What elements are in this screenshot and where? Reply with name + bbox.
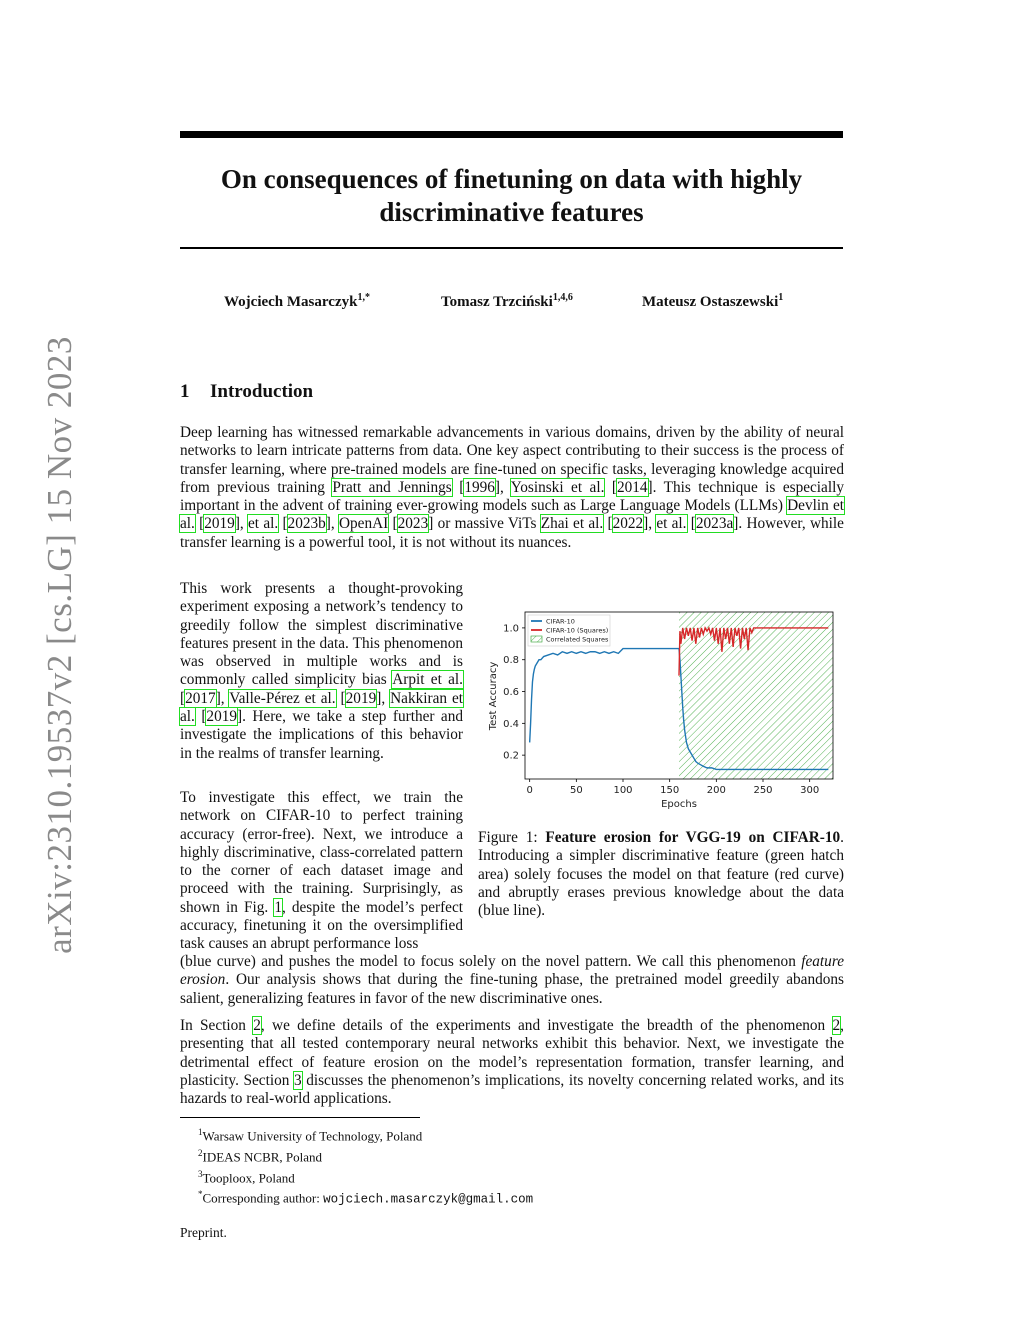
arxiv-watermark: arXiv:2310.19537v2 [cs.LG] 15 Nov 2023 <box>40 336 79 954</box>
author-1 <box>224 292 370 311</box>
y-tick-label: 0.6 <box>503 687 519 699</box>
legend-label-squares: CIFAR-10 (Squares) <box>546 626 609 635</box>
figure-ref-link[interactable]: 1 <box>274 898 282 916</box>
citation-link[interactable]: 2023 <box>397 515 429 533</box>
y-tick-label: 0.2 <box>503 750 519 762</box>
x-tick-label: 150 <box>660 785 680 796</box>
citation-link[interactable]: Zhai et al. <box>540 515 604 533</box>
footnotes <box>198 1124 533 1209</box>
citation-link[interactable]: Yosinski et al. <box>510 478 605 496</box>
paper-title: On consequences of finetuning on data with highly discriminative features <box>220 164 803 227</box>
footnote: $^2$IDEAS NCBR, Poland <box>198 1147 323 1165</box>
citation-link[interactable]: et al. <box>248 515 279 533</box>
email-address[interactable]: wojciech.masarczyk@gmail.com <box>323 1192 534 1207</box>
title-top-rule <box>180 131 843 138</box>
footnote: $^3$Tooploox, Poland <box>198 1168 295 1185</box>
y-tick-label: 0.4 <box>503 718 519 730</box>
author-name: Tomasz Trzciński <box>441 294 553 310</box>
citation-link[interactable]: 1996 <box>464 478 495 496</box>
intro-paragraph-4: (blue curve) and pushes the model to focus solely on the novel pattern. We call this phenomenon feature erosion. Our analysis shows that during the fine-tuning phase, the pretrained model greedily abandons salient, generalizing features in favor of the new discriminative ones. <box>180 953 844 1007</box>
intro-paragraph-5: In Section 2, we define details of the experiments and investigate the breadth of the phenomenon 2, presenting that all tested contemporary neural networks exhibit this behavior. Next, we investigate the detrimental effect of feature erosion on the model’s representation formation, transfer learning, and plasticity. Section 3 discusses the phenomenon’s implications, its novelty concerning related works, and its hazards to real-world applications. <box>180 1017 844 1108</box>
x-tick-label: 0 <box>526 785 533 796</box>
citation-link[interactable]: Pratt and Jennings <box>332 478 452 496</box>
citation-link[interactable]: 2023b <box>287 515 326 533</box>
author-name: Mateusz Ostaszewski <box>642 294 779 310</box>
section-number: 1 <box>180 381 190 402</box>
footnote: $^1$Warsaw University of Technology, Poland <box>198 1127 423 1144</box>
x-tick-label: 50 <box>569 785 583 796</box>
citation-link[interactable]: Nakkiran et al. <box>180 689 464 726</box>
author-2 <box>441 292 573 311</box>
x-tick-label: 300 <box>800 785 820 796</box>
citation-link[interactable]: OpenAI <box>338 515 389 533</box>
figure-caption: Figure 1: Feature erosion for VGG-19 on CIFAR-10. Introducing a simpler discriminative feature (green hatch area) solely focuses the model on that feature (red curve) and abruptly erases previous knowledge about the data (blue line). <box>478 829 844 920</box>
figure-1-chart <box>486 608 836 818</box>
citation-link[interactable]: Arpit et al. <box>392 671 464 689</box>
legend-label-correlated: Correlated Squares <box>546 635 609 644</box>
citation-link[interactable]: Valle-Pérez et al. <box>229 689 336 707</box>
author-affiliation: 1,4,6 <box>552 292 573 303</box>
author-3 <box>642 292 783 311</box>
x-tick-label: 200 <box>706 785 726 796</box>
citation-link[interactable]: 2023a <box>695 515 734 533</box>
x-axis-label: Epochs <box>661 799 697 810</box>
author-affiliation: 1 <box>778 292 784 303</box>
section-heading <box>180 381 313 403</box>
title-bottom-rule <box>180 247 843 249</box>
citation-link[interactable]: 2019 <box>345 689 377 707</box>
section-title: Introduction <box>210 381 314 402</box>
author-affiliation: 1,* <box>357 292 370 303</box>
intro-paragraph-2: This work presents a thought-provoking experiment exposing a network’s tendency to greedily follow the simplest discriminative features present in the data. This phenomenon was observed in multiple works and is commonly called simplicity bias Arpit et al. [2017], Valle-Pérez et al. [2019], Nakkiran et al. [2019]. Here, we take a step further and investigate the implications of this behavior in the realms of transfer learning. <box>180 580 464 762</box>
legend-label-cifar10: CIFAR-10 <box>546 617 575 626</box>
citation-link[interactable]: 2014 <box>616 478 648 496</box>
section-ref-link[interactable]: 3 <box>293 1071 302 1089</box>
section-ref-link[interactable]: 2 <box>832 1017 841 1034</box>
x-tick-label: 250 <box>753 785 773 796</box>
citation-link[interactable]: 2019 <box>204 515 235 533</box>
author-name: Wojciech Masarczyk <box>224 294 358 310</box>
citation-link[interactable]: Devlin et al. <box>180 497 845 533</box>
footnote-rule <box>180 1117 420 1118</box>
x-tick-label: 100 <box>613 785 633 796</box>
y-axis-label: Test Accuracy <box>488 661 499 731</box>
section-ref-link[interactable]: 2 <box>253 1017 261 1034</box>
citation-link[interactable]: et al. <box>656 515 687 533</box>
intro-paragraph-3: To investigate this effect, we train the network on CIFAR-10 to perfect training accuracy (error-free). Next, we introduce a highly discriminative, class-correlated pattern to the corner of each dataset image and proceed with the training. Surprisingly, as shown in Fig. 1, despite the model’s perfect accuracy, finetuning it on the oversimplified task causes an abrupt performance loss <box>180 789 464 953</box>
citation-link[interactable]: 2022 <box>612 515 644 533</box>
legend-swatch-correlated <box>531 636 542 642</box>
y-tick-label: 1.0 <box>503 623 519 635</box>
correlated-squares-region <box>679 612 833 779</box>
intro-paragraph-1: Deep learning has witnessed remarkable advancements in various domains, driven by the ability of neural networks to learn intricate patterns from data. One key aspect contributing to their success is the process of transfer learning, where pre-trained models are fine-tuned on specific tasks, leveraging knowledge acquired from previous training Pratt and Jennings [1996], Yosinski et al. [2014]. This technique is especially important in the advent of training ever-growing models such as Large Language Models (LLMs) Devlin et al. [2019], et al. [2023b], OpenAI [2023] or massive ViTs Zhai et al. [2022], et al. [2023a]. However, while transfer learning is a powerful tool, it is not without its nuances. <box>180 424 845 551</box>
footnote: *Corresponding author: wojciech.masarczyk@gmail.com <box>198 1189 534 1207</box>
y-tick-label: 0.8 <box>503 655 519 667</box>
chart-legend <box>528 615 610 646</box>
citation-link[interactable]: 2019 <box>206 708 238 726</box>
preprint-label: Preprint. <box>180 1225 227 1240</box>
citation-link[interactable]: 2017 <box>185 689 216 707</box>
